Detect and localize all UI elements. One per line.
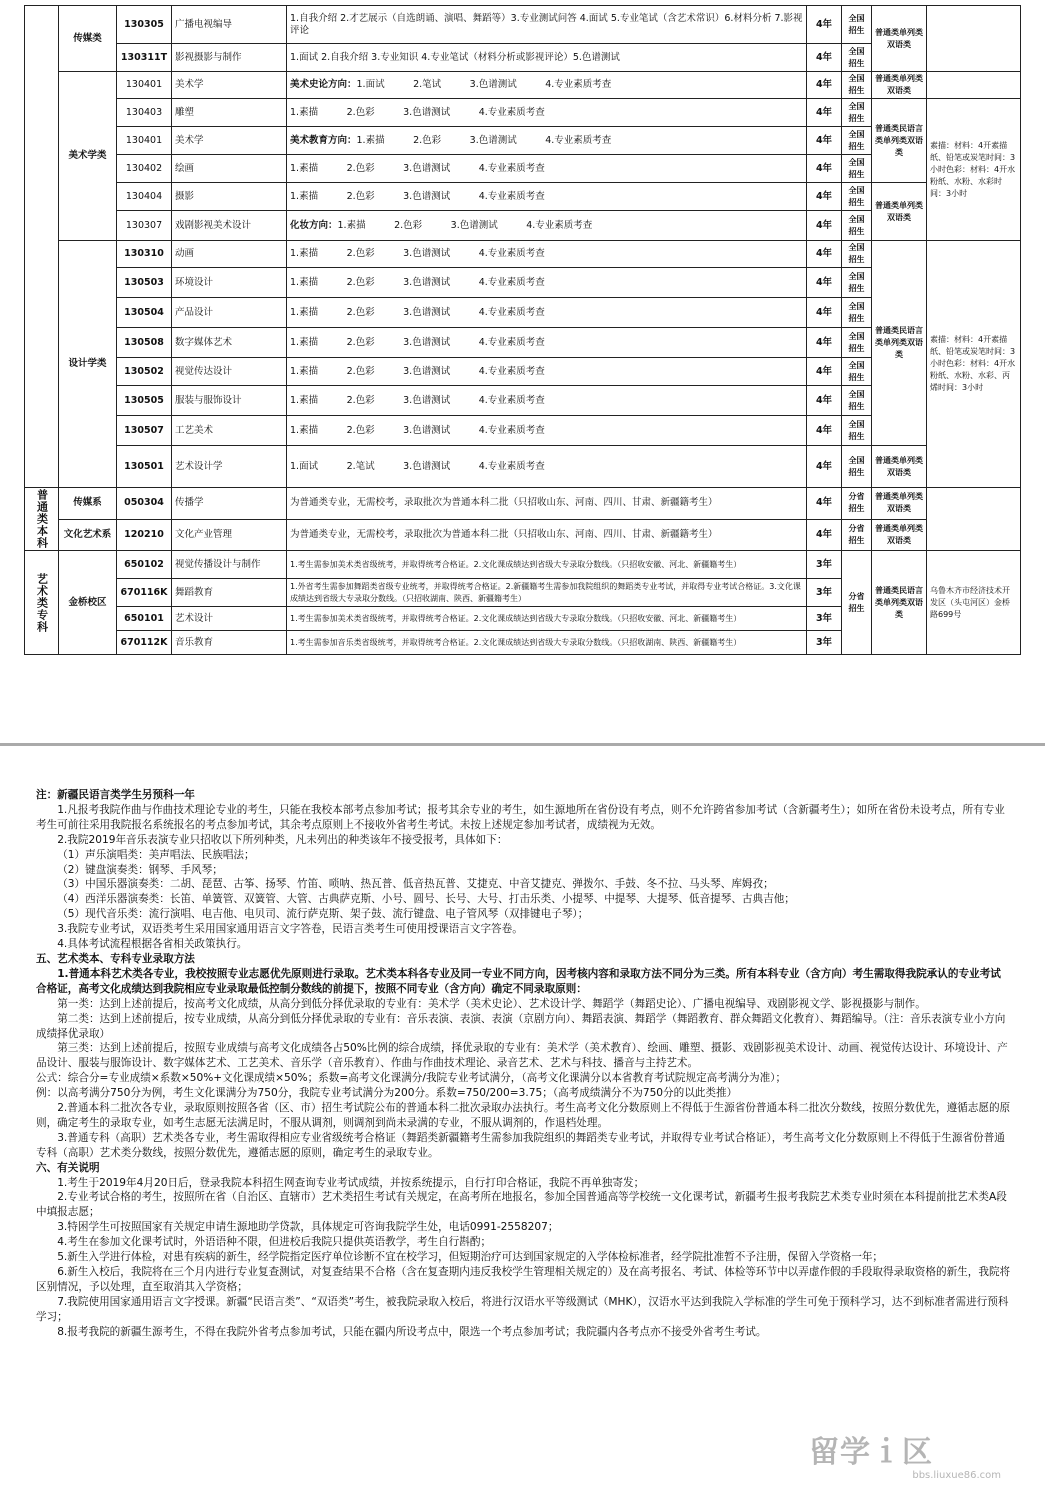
notes-line: 例：以高考满分750分为例，考生文化课满分为750分，我院专业考试满分为200分。系数=750/200=3.75；（高考成绩满分不为750分的以此类推）	[36, 1087, 738, 1100]
study-years: 4年	[807, 446, 842, 488]
exam-content: 1.考生需参加音乐类省级统考，并取得统考合格证。2.文化课成绩达到省级大专录取分数线。（只招收湖南、陕西、新疆籍考生）	[287, 631, 807, 655]
enroll-scope: 全国招生	[842, 386, 872, 416]
enroll-scope: 全国招生	[842, 99, 872, 127]
enroll-scope: 全国招生	[842, 211, 872, 241]
table-row	[25, 519, 1021, 551]
exam-content: 1.素描 2.色彩 3.色谱测试 4.专业素质考查	[287, 416, 807, 446]
major-code: 130507	[117, 416, 172, 446]
enroll-scope: 全国招生	[842, 328, 872, 358]
table-row	[25, 328, 1021, 358]
student-type: 普通类民语言类单列类双语类	[872, 551, 927, 655]
category-design: 设计学类	[59, 241, 117, 488]
major-code: 130305	[117, 6, 172, 44]
major-name: 戏剧影视美术设计	[172, 211, 287, 241]
major-name: 美术学	[172, 72, 287, 99]
major-code: 130403	[117, 99, 172, 127]
watermark-logo: 留学ｉ区 bbs.liuxue86.com	[809, 1435, 1001, 1481]
notes-line: 2.普通本科二批次各专业，录取原则按照各省（区、市）招生考试院公布的普通本科二批次录取办法执行。考生高考文化分数原则上不得低于生源省份普通本科二批次分数线，按照分数优先，遵循志愿的原则，确定考生的录取专业，如考生志愿无法满足时，不服从调剂，则调剂到尚未录满的专业，不服从调剂的，作退档处理。	[36, 1102, 1011, 1129]
enroll-scope: 全国招生	[842, 446, 872, 488]
major-name: 音乐教育	[172, 631, 287, 655]
notes-line: 第二类：达到上述前提后，按专业成绩，从高分到低分择优录取的专业有：音乐表演、表演、表演（京剧方向）、舞蹈表演、舞蹈学（舞蹈教育、群众舞蹈文化教育）、舞蹈编导。（注：音乐表演专业小方向成绩择优录取）	[36, 1012, 1006, 1040]
notes-line: （2）键盘演奏类：钢琴、手风琴；	[57, 863, 223, 876]
undergrad-arts-col	[25, 6, 59, 488]
major-code: 650101	[117, 607, 172, 631]
admissions-table	[24, 5, 1021, 655]
exam-content: 1.外省考生需参加舞蹈类省级专业统考，并取得统考合格证。2.新疆籍考生需参加我院组织的舞蹈类专业考试，并取得专业考试合格证。3.文化课成绩达到省级大专录取分数线。（只招收湖南、陕西、新疆籍考生）	[287, 579, 807, 607]
exam-content: 1.自我介绍 2.才艺展示（自选朗诵、演唱、舞蹈等）3.专业测试问答 4.面试 5.专业笔试（含艺术常识）6.材料分析 7.影视评论	[287, 6, 807, 44]
exam-content: 1.素描 2.色彩 3.色谱测试 4.专业素质考查	[287, 358, 807, 386]
major-name: 文化产业管理	[172, 519, 287, 551]
notes-line: 8.报考我院的新疆生源考生，不得在我院外省考点参加考试，只能在疆内所设考点中，限选一个考点参加考试；我院疆内各考点亦不接受外省考生考试。	[57, 1325, 767, 1338]
exam-direction: 美术教育方向：	[290, 134, 357, 146]
exam-content: 美术史论方向：1.面试 2.笔试 3.色谱测试 4.专业素质考查	[287, 72, 807, 99]
table-row	[25, 268, 1021, 298]
enroll-scope: 全国招生	[842, 241, 872, 268]
student-type: 普通类民语言类单列类双语类	[872, 241, 927, 446]
major-name: 视觉传达设计	[172, 358, 287, 386]
study-years: 4年	[807, 99, 842, 127]
exam-content: 1.面试 2.笔试 3.色谱测试 4.专业素质考查	[287, 446, 807, 488]
notes-line: （5）现代音乐类：流行演唱、电吉他、电贝司、流行萨克斯、架子鼓、流行键盘、电子管风琴（双排键电子琴）；	[57, 908, 589, 921]
campus-jinqiao: 金桥校区	[59, 551, 117, 655]
major-name: 数字媒体艺术	[172, 328, 287, 358]
notes-line: 公式：综合分=专业成绩×系数×50%+文化课成绩×50%；系数=高考文化课满分/我院专业考试满分，（高考文化课满分以本省教育考试院规定高考满分为准）；	[36, 1072, 787, 1085]
table-row	[25, 358, 1021, 386]
notes-line: 第一类：达到上述前提后，按高考文化成绩，从高分到低分择优录取的专业有：美术学（美术史论）、艺术设计学、舞蹈学（舞蹈史论）、广播电视编导、戏剧影视文学、影视摄影与制作。	[57, 997, 926, 1010]
student-type: 普通类单列类双语类	[872, 519, 927, 551]
enroll-scope: 全国招生	[842, 44, 872, 72]
notes-line: 1.凡报考我院作曲与作曲技术理论专业的考生，只能在我校本部考点参加考试；报考其余专业的考生，如生源地所在省份设有考点，则不允许跨省参加考试（含新疆考生）；如所在省份未设考点，所有专业考生可前往采用我院报名系统报名的考点参加考试，其余考点原则上不接收外省考生考试。未按上述规定参加考试者，成绩视为无效。	[36, 803, 1005, 831]
study-years: 4年	[807, 155, 842, 183]
major-code: 130501	[117, 446, 172, 488]
enroll-scope: 全国招生	[842, 127, 872, 155]
table-row	[25, 241, 1021, 268]
category-media: 传媒类	[59, 6, 117, 72]
major-name: 雕塑	[172, 99, 287, 127]
major-name: 传播学	[172, 488, 287, 520]
remarks-materials: 素描：材料：4开素描纸、铅笔或炭笔时间：3小时色彩：材料：4开水粉纸、水粉、水彩、丙烯时间：3小时	[927, 241, 1021, 488]
major-name: 服装与服饰设计	[172, 386, 287, 416]
major-code: 130508	[117, 328, 172, 358]
category-general-undergrad: 普通类本科	[25, 488, 59, 551]
major-name: 环境设计	[172, 268, 287, 298]
major-name: 视觉传播设计与制作	[172, 551, 287, 579]
major-name: 艺术设计	[172, 607, 287, 631]
notes-line: （1）声乐演唱类：美声唱法、民族唱法；	[57, 848, 255, 861]
notes-line: 4.考生在参加文化课考试时，外语语种不限，但进校后我院只提供英语教学，考生自行斟酌；	[57, 1236, 492, 1249]
study-years: 4年	[807, 44, 842, 72]
study-years: 3年	[807, 607, 842, 631]
exam-content: 1.素描 2.色彩 3.色谱测试 4.专业素质考查	[287, 183, 807, 211]
exam-content: 1.素描 2.色彩 3.色谱测试 4.专业素质考查	[287, 241, 807, 268]
notes-line: 3.普通专科（高职）艺术类各专业，考生需取得相应专业省级统考合格证（舞蹈类新疆籍考生需参加我院组织的舞蹈类专业考试，并取得专业考试合格证），考生高考文化分数原则上不得低于生源省份普通专科（高职）艺术类分数线，按照分数优先，遵循志愿的原则，确定考生的录取专业。	[36, 1131, 1005, 1159]
major-code: 130310	[117, 241, 172, 268]
major-code: 650102	[117, 551, 172, 579]
study-years: 4年	[807, 241, 842, 268]
enroll-scope: 全国招生	[842, 6, 872, 44]
enroll-scope: 全国招生	[842, 268, 872, 298]
enroll-scope: 分省招生	[842, 488, 872, 520]
table-row	[25, 155, 1021, 183]
page-divider	[0, 743, 1045, 746]
notes-line: 1.考生于2019年4月20日后，登录我院本科招生网查询专业考试成绩，并按系统提示，自行打印合格证，我院不再单独寄发；	[57, 1176, 645, 1189]
major-code: 130401	[117, 127, 172, 155]
student-type: 普通类民语言类单列类双语类	[872, 99, 927, 183]
study-years: 3年	[807, 551, 842, 579]
table-row	[25, 211, 1021, 241]
notes-line: （3）中国乐器演奏类：二胡、琵琶、古筝、扬琴、竹笛、唢呐、热瓦普、低音热瓦普、艾捷克、中音艾捷克、弹拨尔、手鼓、冬不拉、马头琴、库姆孜；	[57, 878, 774, 891]
enroll-scope: 全国招生	[842, 72, 872, 99]
major-code: 130307	[117, 211, 172, 241]
category-arts-vocational: 艺术类专科	[25, 551, 59, 655]
study-years: 4年	[807, 6, 842, 44]
exam-content: 1.素描 2.色彩 3.色谱测试 4.专业素质考查	[287, 155, 807, 183]
enroll-scope: 全国招生	[842, 298, 872, 328]
table-row	[25, 183, 1021, 211]
table-row	[25, 386, 1021, 416]
table-row	[25, 446, 1021, 488]
enroll-scope: 分省招生	[842, 551, 872, 655]
study-years: 4年	[807, 72, 842, 99]
table-row	[25, 551, 1021, 579]
table-row	[25, 298, 1021, 328]
table-row	[25, 416, 1021, 446]
major-code: 130502	[117, 358, 172, 386]
remarks-address: 乌鲁木齐市经济技术开发区（头屯河区）金桥路699号	[927, 551, 1021, 655]
student-type: 普通类单列类双语类	[872, 183, 927, 241]
major-name: 艺术设计学	[172, 446, 287, 488]
remarks-materials: 素描：材料：4开素描纸、铅笔或炭笔时间：3小时色彩：材料：4开水粉纸、水粉、水彩时间：3小时	[927, 99, 1021, 241]
table-row	[25, 127, 1021, 155]
exam-content: 1.素描 2.色彩 3.色谱测试 4.专业素质考查	[287, 298, 807, 328]
study-years: 4年	[807, 268, 842, 298]
notes-line: 6.新生入校后，我院将在三个月内进行专业复查测试，对复查结果不合格（含在复查期内违反我校学生管理相关规定的）及在高考报名、考试、体检等环节中以弄虚作假的手段取得录取资格的新生，我院将区别情况，予以处理，直至取消其入学资格；	[36, 1266, 1011, 1293]
remarks	[927, 6, 1021, 72]
major-code: 670116K	[117, 579, 172, 607]
notes-line: 2.我院2019年音乐表演专业只招收以下所列种类，凡未列出的种类该年不接受报考，具体如下：	[57, 833, 508, 846]
major-code: 130401	[117, 72, 172, 99]
exam-direction: 美术史论方向：	[290, 79, 357, 90]
major-code: 130504	[117, 298, 172, 328]
table-row	[25, 44, 1021, 72]
major-name: 广播电视编导	[172, 6, 287, 44]
exam-content: 1.素描 2.色彩 3.色谱测试 4.专业素质考查	[287, 268, 807, 298]
notes-line: 3.特困学生可按照国家有关规定申请生源地助学贷款，具体规定可咨询我院学生处，电话0991-2558207；	[57, 1221, 559, 1234]
major-name: 摄影	[172, 183, 287, 211]
remarks	[927, 72, 1021, 99]
exam-content: 化妆方向：1.素描 2.色彩 3.色谱测试 4.专业素质考查	[287, 211, 807, 241]
major-code: 050304	[117, 488, 172, 520]
exam-content: 为普通类专业，无需校考，录取批次为普通本科二批（只招收山东、河南、四川、甘肃、新疆籍考生）	[287, 519, 807, 551]
study-years: 4年	[807, 127, 842, 155]
dept-culture-arts: 文化艺术系	[59, 519, 117, 551]
major-code: 130404	[117, 183, 172, 211]
study-years: 4年	[807, 416, 842, 446]
exam-content: 1.考生需参加美术类省级统考，并取得统考合格证。2.文化课成绩达到省级大专录取分数线。（只招收安徽、河北、新疆籍考生）	[287, 607, 807, 631]
major-code: 130311T	[117, 44, 172, 72]
major-code: 670112K	[117, 631, 172, 655]
notes-section	[36, 788, 1011, 1340]
major-code: 130503	[117, 268, 172, 298]
enroll-scope: 全国招生	[842, 416, 872, 446]
study-years: 3年	[807, 579, 842, 607]
notes-line: 3.我院专业考试，双语类考生采用国家通用语言文字答卷，民语言类考生可使用授课语言文字答卷。	[57, 923, 523, 936]
notes-line: （4）西洋乐器演奏类：长笛、单簧管、双簧管、大管、古典萨克斯、小号、圆号、长号、大号、打击乐类、小提琴、中提琴、大提琴、低音提琴、古典吉他；	[57, 893, 795, 906]
notes-line: 注：新疆民语言类学生另预科一年	[36, 789, 195, 801]
major-code: 130505	[117, 386, 172, 416]
exam-content: 1.素描 2.色彩 3.色谱测试 4.专业素质考查	[287, 99, 807, 127]
exam-content: 1.面试 2.自我介绍 3.专业知识 4.专业笔试（材料分析或影视评论）5.色谱测试	[287, 44, 807, 72]
notes-line: 六、有关说明	[36, 1161, 100, 1174]
study-years: 4年	[807, 211, 842, 241]
major-code: 130402	[117, 155, 172, 183]
remarks	[927, 488, 1021, 551]
major-name: 工艺美术	[172, 416, 287, 446]
notes-line: 五、艺术类本、专科专业录取方法	[36, 952, 195, 965]
study-years: 4年	[807, 183, 842, 211]
study-years: 4年	[807, 519, 842, 551]
major-name: 产品设计	[172, 298, 287, 328]
study-years: 3年	[807, 631, 842, 655]
category-fine-arts: 美术学类	[59, 72, 117, 241]
exam-content: 美术教育方向：1.素描 2.色彩 3.色谱测试 4.专业素质考查	[287, 127, 807, 155]
major-name: 美术学	[172, 127, 287, 155]
major-name: 舞蹈教育	[172, 579, 287, 607]
student-type: 普通类单列类双语类	[872, 488, 927, 520]
study-years: 4年	[807, 488, 842, 520]
table-row	[25, 6, 1021, 44]
notes-line: 第三类：达到上述前提后，按照专业成绩与高考文化成绩各占50%比例的综合成绩，择优录取的专业有：美术学（美术教育）、绘画、雕塑、摄影、戏剧影视美术设计、动画、视觉传达设计、环境设计、产品设计、服装与服饰设计、数字媒体艺术、工艺美术、音乐学（音乐教育）、作曲与作曲技术理论、录音艺术、艺术与科技、播音与主持艺术。	[36, 1042, 1008, 1070]
study-years: 4年	[807, 298, 842, 328]
dept-communication: 传媒系	[59, 488, 117, 520]
exam-content: 1.考生需参加美术类省级统考，并取得统考合格证。2.文化课成绩达到省级大专录取分数线。（只招收安徽、河北、新疆籍考生）	[287, 551, 807, 579]
exam-direction: 化妆方向：	[290, 219, 338, 231]
enroll-scope: 全国招生	[842, 358, 872, 386]
notes-line: 5.新生入学进行体检，对患有疾病的新生，经学院指定医疗单位诊断不宜在校学习，但短期治疗可达到国家规定的入学体检标准者，经学院批准暂不予注册，保留入学资格一年；	[57, 1251, 884, 1264]
major-name: 动画	[172, 241, 287, 268]
study-years: 4年	[807, 328, 842, 358]
enroll-scope: 分省招生	[842, 519, 872, 551]
student-type: 普通类单列类双语类	[872, 72, 927, 99]
table-row	[25, 488, 1021, 520]
major-code: 120210	[117, 519, 172, 551]
exam-content: 为普通类专业，无需校考，录取批次为普通本科二批（只招收山东、河南、四川、甘肃、新疆籍考生）	[287, 488, 807, 520]
exam-content: 1.素描 2.色彩 3.色谱测试 4.专业素质考查	[287, 328, 807, 358]
table-row	[25, 72, 1021, 99]
notes-line: 1.普通本科艺术类各专业，我校按照专业志愿优先原则进行录取。艺术类本科各专业及同一专业不同方向，因考核内容和录取方法不同分为三类。所有本科专业（含方向）考生需取得我院承认的专业考试合格证，高考文化成绩达到我院相应专业录取最低控制分数线的前提下，按照不同专业（含方向）确定不同录取原则：	[36, 967, 1001, 995]
notes-line: 7.我院使用国家通用语言文字授课。新疆“民语言类”、“双语类”考生，被我院录取入校后，将进行汉语水平等级测试（MHK），汉语水平达到我院入学标准的学生可免于预科学习，达不到标准者需进行预科学习；	[36, 1295, 1009, 1323]
table-row	[25, 99, 1021, 127]
notes-line: 2.专业考试合格的考生，按照所在省（自治区、直辖市）艺术类招生考试有关规定，在高考所在地报名，参加全国普通高等学校统一文化课考试，新疆考生报考我院艺术类专业时须在本科提前批艺术类A段中填报志愿；	[36, 1191, 1007, 1219]
study-years: 4年	[807, 358, 842, 386]
student-type: 普通类单列类双语类	[872, 446, 927, 488]
study-years: 4年	[807, 386, 842, 416]
exam-content: 1.素描 2.色彩 3.色谱测试 4.专业素质考查	[287, 386, 807, 416]
major-name: 绘画	[172, 155, 287, 183]
enroll-scope: 全国招生	[842, 155, 872, 183]
student-type: 普通类单列类双语类	[872, 6, 927, 72]
notes-line: 4.具体考试流程根据各省相关政策执行。	[57, 938, 248, 951]
enroll-scope: 全国招生	[842, 183, 872, 211]
major-name: 影视摄影与制作	[172, 44, 287, 72]
